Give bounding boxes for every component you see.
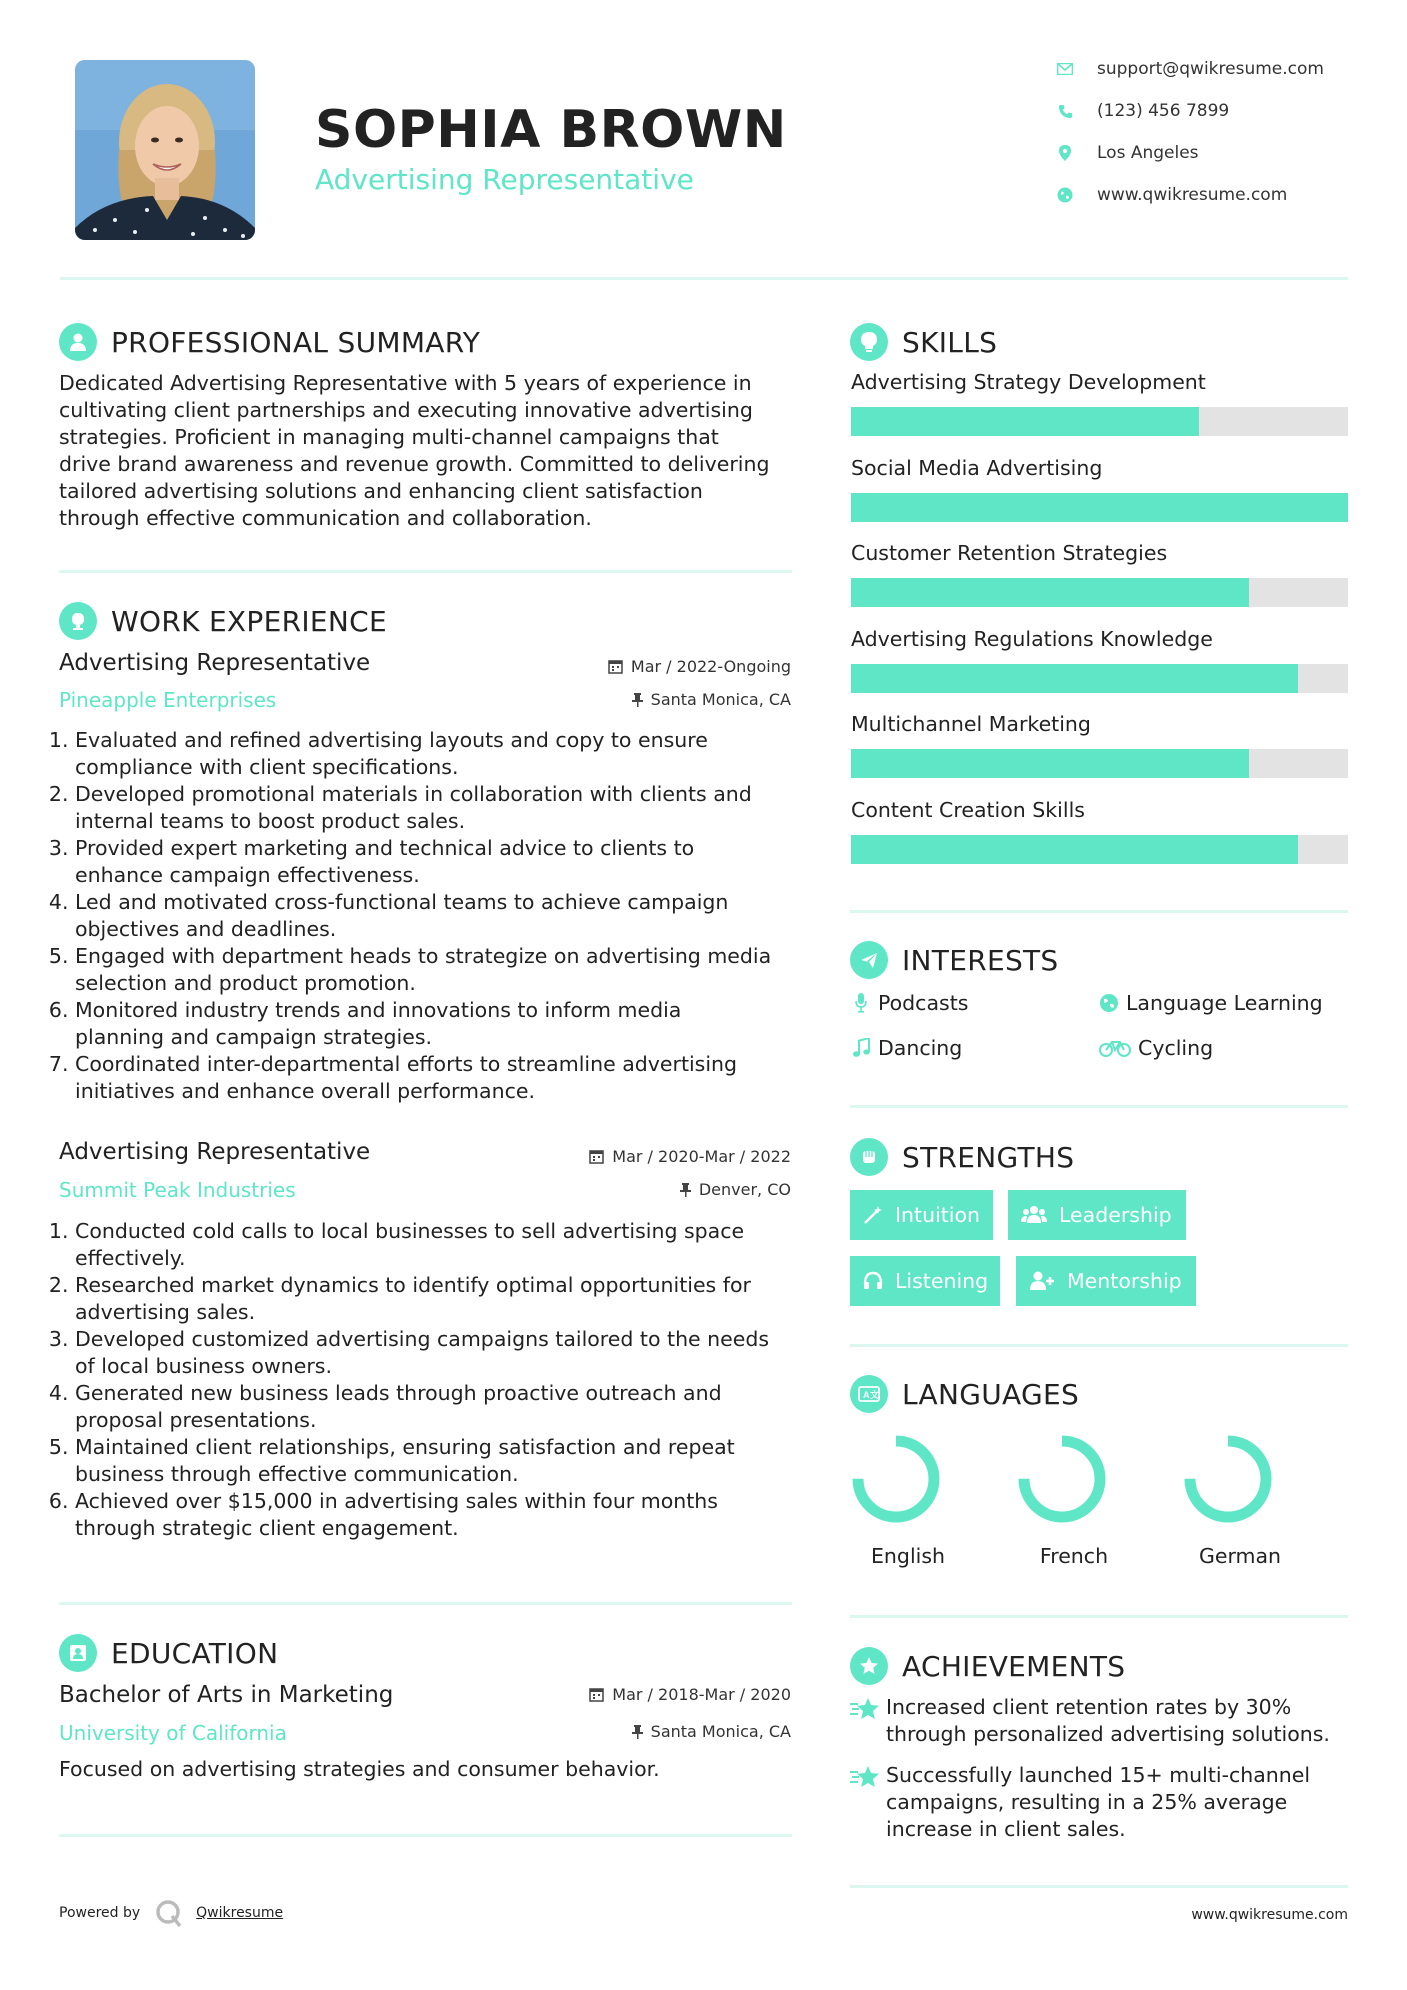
summary-line: Dedicated Advertising Representative with 5 years of experience in [59, 371, 752, 395]
work-section-header [59, 601, 387, 641]
job-duties-list [57, 1218, 802, 1542]
contact-phone[interactable] [1055, 99, 1229, 123]
music-note-icon [850, 1036, 872, 1060]
language-icon [850, 1375, 888, 1413]
job-date-text: Mar / 2022-Ongoing [630, 657, 791, 676]
powered-by-text: Powered by [59, 1905, 141, 1921]
candidate-name: SOPHIA BROWN [315, 100, 787, 160]
powered-by [59, 1898, 283, 1928]
summary-divider [59, 570, 792, 573]
duty-item: 4. Generated new business leads through proactive outreach and proposal presentations. [75, 1380, 802, 1434]
duty-item: 2. Researched market dynamics to identify optimal opportunities for advertising sales. [75, 1272, 802, 1326]
duty-item: 6. Achieved over $15,000 in advertising sales within four months through strategic client engagement. [75, 1488, 802, 1542]
education-location [491, 1722, 791, 1741]
language-ring [1013, 1430, 1111, 1528]
skill-bar [851, 493, 1348, 522]
skill-label: Content Creation Skills [851, 797, 1085, 822]
duty-item: 5. Maintained client relationships, ensuring satisfaction and repeat business through effective communication. [75, 1434, 802, 1488]
duty-item: 3. Developed customized advertising campaigns tailored to the needs of local business owners. [75, 1326, 802, 1380]
skill-bar-fill [851, 664, 1298, 693]
education-section-header [59, 1633, 278, 1673]
skill-bar-fill [851, 578, 1249, 607]
job-location-text: Denver, CO [698, 1180, 791, 1199]
contact-location-text: Los Angeles [1097, 143, 1199, 163]
achievement-item [850, 1694, 1350, 1748]
job-title: Advertising Representative [59, 650, 371, 676]
strength-listening [850, 1256, 1000, 1306]
skill-label: Advertising Strategy Development [851, 370, 1206, 394]
job-date-text: Mar / 2020-Mar / 2022 [612, 1147, 791, 1166]
strength-label: Listening [895, 1269, 989, 1293]
skill-label: Multichannel Marketing [851, 712, 1091, 736]
job-location-text: Santa Monica, CA [650, 690, 791, 709]
skills-divider [850, 910, 1348, 913]
pushpin-icon [680, 1183, 691, 1197]
strength-label: Mentorship [1067, 1269, 1182, 1293]
globe-icon [1098, 991, 1120, 1015]
summary-line: tailored advertising solutions and enhancing client satisfaction [59, 479, 703, 503]
strength-label: Intuition [895, 1203, 981, 1227]
language-ring [1179, 1430, 1277, 1528]
star-icon [850, 1764, 886, 1843]
magic-wand-icon [863, 1205, 883, 1225]
achievement-line: Successfully launched 15+ multi-channel [886, 1763, 1311, 1787]
achievements-divider [850, 1885, 1348, 1888]
user-icon [59, 323, 97, 361]
language-ring [847, 1430, 945, 1528]
language-label: German [1198, 1544, 1282, 1568]
svg-text:文: 文 [870, 1390, 880, 1400]
job-duties-list [57, 727, 802, 1105]
phone-icon [1055, 101, 1075, 121]
strength-mentorship [1016, 1256, 1196, 1306]
interests-heading: INTERESTS [902, 943, 1059, 977]
interests-divider [850, 1105, 1348, 1108]
qwikresume-logo-icon [154, 1898, 184, 1928]
interests-section-header [850, 940, 1059, 980]
skill-label: Advertising Regulations Knowledge [851, 626, 1213, 651]
strengths-heading: STRENGTHS [902, 1140, 1075, 1174]
strength-label: Leadership [1059, 1203, 1172, 1227]
skill-bar-fill [851, 407, 1199, 436]
skill-label: Customer Retention Strategies [851, 541, 1168, 565]
pushpin-icon [632, 1725, 643, 1739]
education-degree: Bachelor of Arts in Marketing [59, 1682, 394, 1708]
headphones-icon [863, 1271, 883, 1291]
summary-heading: PROFESSIONAL SUMMARY [111, 325, 481, 359]
duty-item: 2. Developed promotional materials in collaboration with clients and internal teams to boost product sales. [75, 781, 802, 835]
interest-language-learning [1098, 991, 1323, 1015]
work-heading: WORK EXPERIENCE [111, 604, 387, 638]
pushpin-icon [632, 693, 643, 707]
briefcase-icon [59, 602, 97, 640]
qwikresume-link[interactable]: Qwikresume [196, 1905, 284, 1921]
star-badge-icon [850, 1647, 888, 1685]
duty-item: 6. Monitored industry trends and innovations to inform media planning and campaign strategies. [75, 997, 802, 1051]
job-date [491, 1147, 791, 1166]
skills-heading: SKILLS [902, 325, 998, 359]
globe-icon [1055, 185, 1075, 205]
summary-line: strategies. Proficient in managing multi-channel campaigns that [59, 425, 719, 449]
achievement-item [850, 1762, 1350, 1843]
graduation-icon [59, 1634, 97, 1672]
job-company: Pineapple Enterprises [59, 688, 277, 712]
achievement-line: increase in client sales. [886, 1817, 1126, 1841]
education-date-text: Mar / 2018-Mar / 2020 [612, 1685, 791, 1704]
language-ring-arc [1190, 1441, 1266, 1517]
language-ring-arc [1024, 1441, 1100, 1517]
achievement-line: campaigns, resulting in a 25% average [886, 1790, 1288, 1814]
lightbulb-icon [850, 323, 888, 361]
skill-bar [851, 664, 1348, 693]
job-location [491, 690, 791, 709]
skill-bar-fill [851, 493, 1348, 522]
strengths-section-header [850, 1137, 1074, 1177]
interest-cycling [1098, 1036, 1213, 1060]
achievement-line: Increased client retention rates by 30% [886, 1695, 1292, 1719]
summary-line: cultivating client partnerships and executing innovative advertising [59, 398, 753, 422]
education-divider [59, 1834, 792, 1837]
envelope-icon [1055, 59, 1075, 79]
calendar-icon [608, 659, 623, 674]
skill-label: Social Media Advertising [851, 455, 1103, 480]
interest-label: Language Learning [1126, 991, 1323, 1015]
achievement-line: through personalized advertising solutions. [886, 1722, 1330, 1746]
users-icon [1021, 1205, 1047, 1225]
contact-location [1055, 141, 1199, 165]
duty-item: 4. Led and motivated cross-functional teams to achieve campaign objectives and deadlines. [75, 889, 802, 943]
duty-item: 1. Conducted cold calls to local businesses to sell advertising space effectively. [75, 1218, 802, 1272]
achievements-section-header [850, 1646, 1125, 1686]
footer-website[interactable]: www.qwikresume.com [1191, 1907, 1348, 1923]
duty-item: 5. Engaged with department heads to strategize on advertising media selection and product promotion. [75, 943, 802, 997]
star-icon [850, 1696, 886, 1748]
education-location-text: Santa Monica, CA [650, 1722, 791, 1741]
languages-section-header [850, 1374, 1079, 1414]
skill-bar [851, 407, 1348, 436]
skill-bar-fill [851, 835, 1298, 864]
calendar-icon [589, 1149, 604, 1164]
duty-item: 3. Provided expert marketing and technical advice to clients to enhance campaign effectiveness. [75, 835, 802, 889]
candidate-title: Advertising Representative [315, 163, 694, 196]
contact-email[interactable] [1055, 57, 1324, 81]
strength-intuition [850, 1190, 993, 1240]
job-company: Summit Peak Industries [59, 1178, 296, 1202]
header-divider [60, 277, 1348, 280]
job-location [491, 1180, 791, 1199]
work-divider [59, 1602, 792, 1605]
education-date [491, 1685, 791, 1704]
profile-photo [75, 60, 255, 240]
interest-podcasts [850, 991, 968, 1015]
job-title: Advertising Representative [59, 1139, 371, 1165]
summary-section-header [59, 322, 480, 362]
contact-website-text: www.qwikresume.com [1097, 185, 1288, 205]
calendar-icon [589, 1687, 604, 1702]
achievements-heading: ACHIEVEMENTS [902, 1649, 1126, 1683]
interest-label: Dancing [878, 1036, 963, 1060]
summary-text [59, 370, 799, 532]
skills-section-header [850, 322, 997, 362]
strengths-divider [850, 1344, 1348, 1347]
language-ring-arc [858, 1441, 934, 1517]
skill-bar [851, 578, 1348, 607]
svg-text:A: A [863, 1390, 870, 1400]
interest-dancing [850, 1036, 962, 1060]
language-label: English [870, 1544, 946, 1568]
contact-email-text: support@qwikresume.com [1097, 59, 1324, 79]
duty-item: 1. Evaluated and refined advertising layouts and copy to ensure compliance with client specifications. [75, 727, 802, 781]
interest-label: Podcasts [878, 991, 969, 1015]
education-description: Focused on advertising strategies and consumer behavior. [59, 1757, 660, 1781]
skill-bar [851, 835, 1348, 864]
strength-leadership [1008, 1190, 1186, 1240]
skill-bar [851, 749, 1348, 778]
contact-website[interactable] [1055, 183, 1287, 207]
language-label: French [1039, 1544, 1109, 1568]
duty-item: 7. Coordinated inter-departmental efforts to streamline advertising initiatives and enhance overall performance. [75, 1051, 802, 1105]
contact-phone-text: (123) 456 7899 [1097, 101, 1230, 121]
user-plus-icon [1029, 1271, 1055, 1291]
education-heading: EDUCATION [111, 1636, 279, 1670]
paper-plane-icon [850, 941, 888, 979]
bicycle-icon [1098, 1036, 1132, 1060]
skill-bar-fill [851, 749, 1249, 778]
fist-icon [850, 1138, 888, 1176]
summary-line: drive brand awareness and revenue growth. Committed to delivering [59, 452, 770, 476]
education-school: University of California [59, 1721, 287, 1745]
map-pin-icon [1055, 143, 1075, 163]
summary-line: through effective communication and collaboration. [59, 506, 592, 530]
job-date [491, 657, 791, 676]
languages-divider [850, 1615, 1348, 1618]
interest-label: Cycling [1138, 1036, 1214, 1060]
microphone-icon [850, 991, 872, 1015]
languages-heading: LANGUAGES [902, 1377, 1080, 1411]
